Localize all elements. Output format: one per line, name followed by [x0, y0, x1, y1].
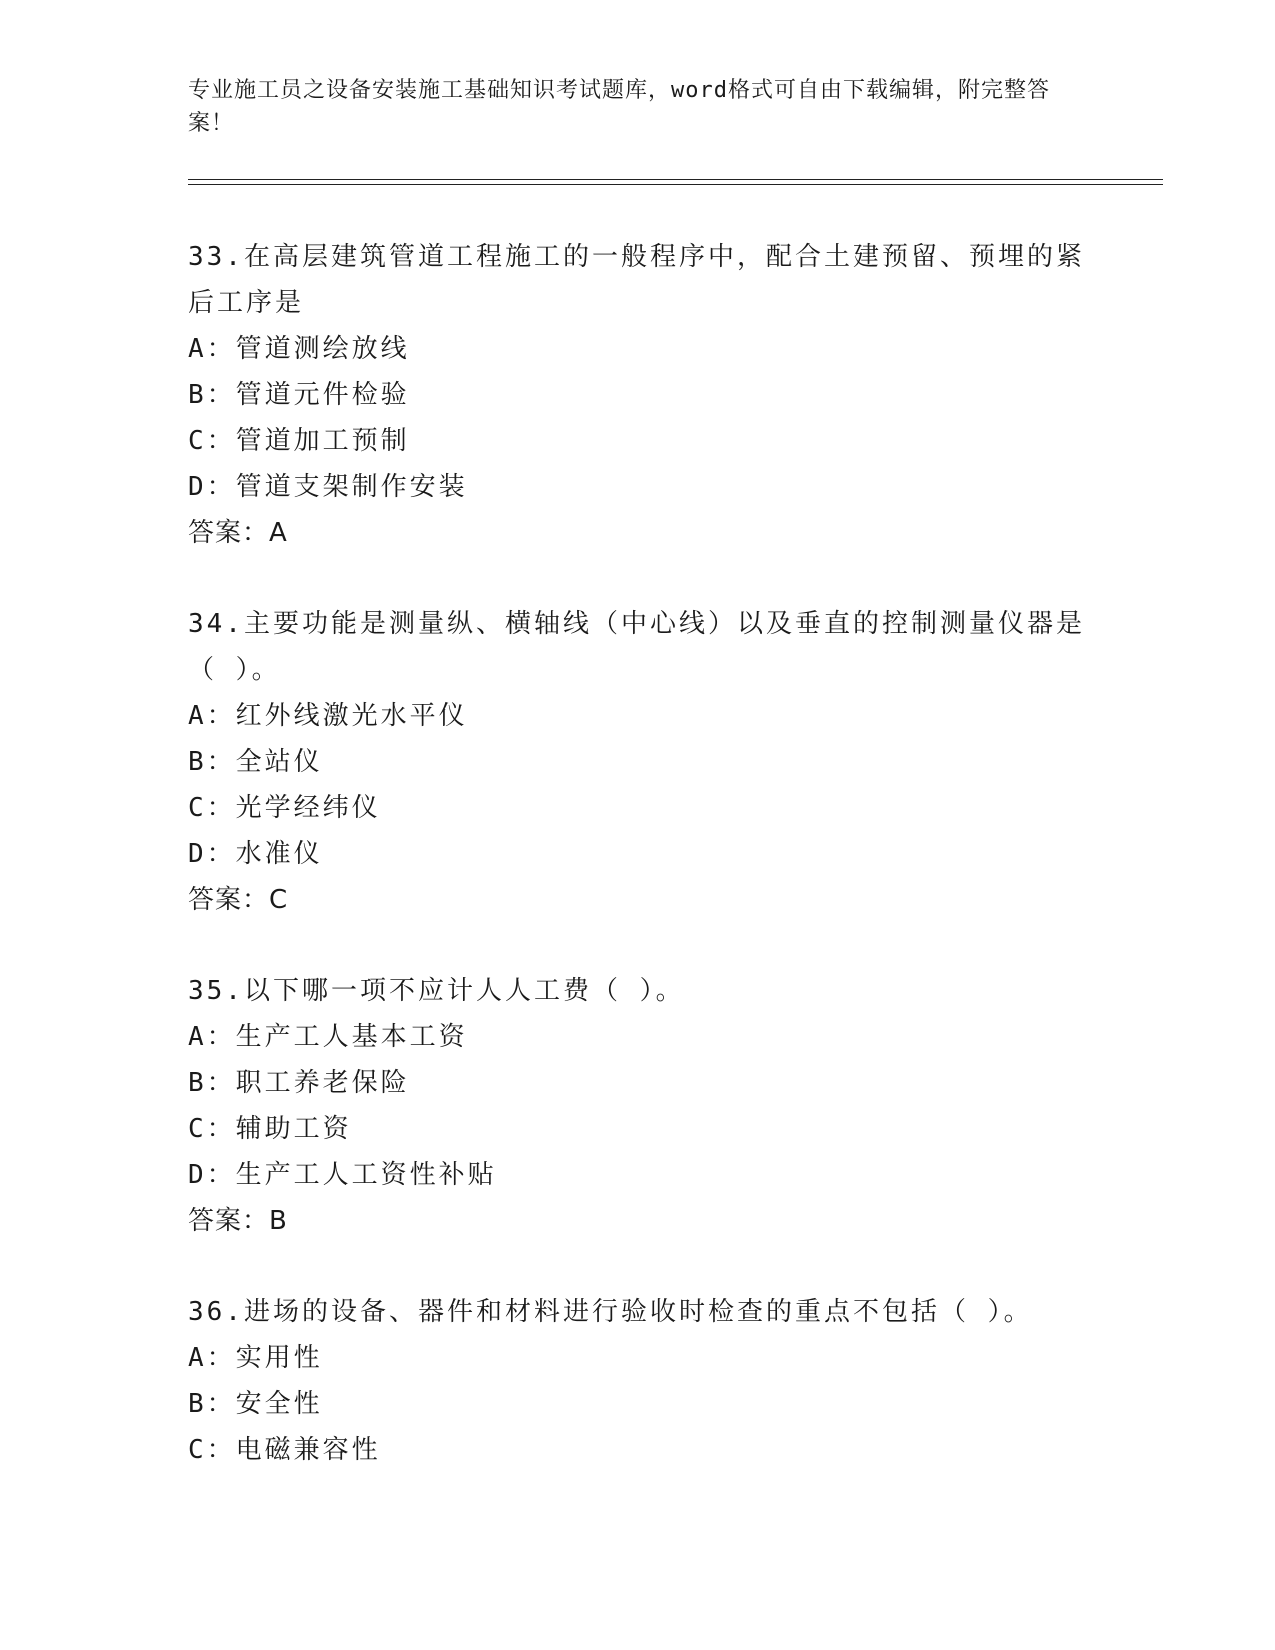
option-c: C：管道加工预制 — [188, 426, 410, 456]
option-a: A：管道测绘放线 — [188, 334, 410, 364]
option-d: D：生产工人工资性补贴 — [188, 1160, 497, 1190]
answer-label: 答案：C — [188, 885, 289, 915]
header-rule-bottom — [188, 184, 1163, 185]
question-text: 33.在高层建筑管道工程施工的一般程序中，配合土建预留、预埋的紧后工序是 — [188, 242, 1085, 318]
answer-label: 答案：B — [188, 1206, 288, 1236]
option-c: C：电磁兼容性 — [188, 1435, 381, 1465]
option-a: A：生产工人基本工资 — [188, 1022, 468, 1052]
option-a: A：实用性 — [188, 1343, 323, 1373]
question-33 — [188, 234, 1088, 556]
option-c: C：光学经纬仪 — [188, 793, 381, 823]
option-b: B：安全性 — [188, 1389, 323, 1419]
option-b: B：管道元件检验 — [188, 380, 410, 410]
question-text: 34.主要功能是测量纵、横轴线（中心线）以及垂直的控制测量仪器是（ ）。 — [188, 609, 1085, 685]
question-34 — [188, 601, 1088, 923]
option-b: B：职工养老保险 — [188, 1068, 410, 1098]
option-d: D：管道支架制作安装 — [188, 472, 468, 502]
answer-label: 答案：A — [188, 518, 288, 548]
option-d: D：水准仪 — [188, 839, 323, 869]
option-b: B：全站仪 — [188, 747, 323, 777]
option-a: A：红外线激光水平仪 — [188, 701, 468, 731]
document-header: 专业施工员之设备安装施工基础知识考试题库，word格式可自由下载编辑，附完整答案！ — [188, 78, 1050, 136]
header-rule-top — [188, 179, 1163, 180]
question-text: 35.以下哪一项不应计人人工费（ ）。 — [188, 976, 685, 1006]
question-36 — [188, 1289, 1088, 1473]
question-35 — [188, 968, 1088, 1244]
question-text: 36.进场的设备、器件和材料进行验收时检查的重点不包括（ ）。 — [188, 1297, 1033, 1327]
option-c: C：辅助工资 — [188, 1114, 352, 1144]
